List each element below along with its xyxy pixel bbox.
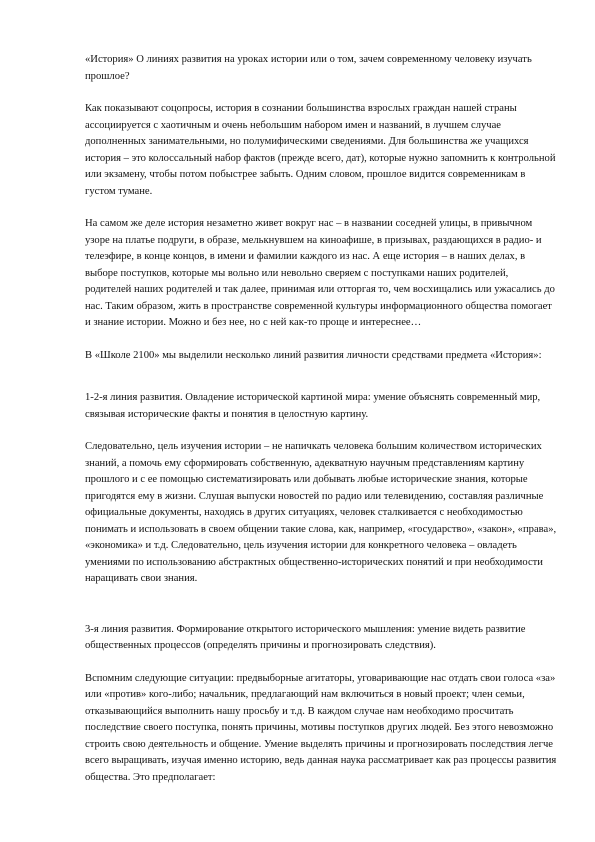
paragraph-goal-of-study: Следовательно, цель изучения истории – не напичкать человека большим количеством исторических знаний, а помочь ему сформировать собственную, адекватную научным представлениям картину прошлого и с ее помощью систематизировать или добывать любые исторические знания, которые пригодятся ему в жизни. Слушая выпуски новостей по радио или телевидению, составляя различные официальные документы, находясь в других ситуациях, человек сталкивается с необходимостью понимать и использовать в своем общении такие слова, как, например, «государство», «закон», «права», «экономика» и т.д. Следовательно, цель изучения истории для конкретного человека – овладеть умениями по использованию абстрактных общественно-исторических понятий и при необходимости наращивать свои знания. xyxy=(85,441,557,584)
document-body xyxy=(85,52,557,786)
spacer xyxy=(85,588,557,622)
paragraph-intro: Как показывают соцопросы, история в сознании большинства взрослых граждан нашей страны ассоциируется с хаотичным и очень небольшим набором имен и названий, в лучшем случае дополненных занимательными, но полумифическими сведениями. Для большинства же учащихся история – это колоссальный набор фактов (прежде всего, дат), которые нужно запомнить к контрольной или экзамену, чтобы потом побыстрее забыть. Одним словом, прошлое видится современникам в густом тумане. xyxy=(85,103,556,197)
spacer xyxy=(85,332,557,348)
paragraph-line-3: 3-я линия развития. Формирование открытого исторического мышления: умение видеть развитие общественных процессов (определять причины и прогнозировать следствия). xyxy=(85,623,526,651)
document-title: «История» О линиях развития на уроках истории или о том, зачем современному человеку изучать прошлое? xyxy=(85,54,532,82)
spacer xyxy=(85,85,557,101)
spacer xyxy=(85,364,557,390)
paragraph-school-2100: В «Школе 2100» мы выделили несколько линий развития личности средствами предмета «История»: xyxy=(85,349,542,361)
paragraph-history-around-us: На самом же деле история незаметно живет вокруг нас – в названии соседней улицы, в привычном узоре на платье подруги, в образе, мелькнувшем на кинoафише, в призывах, раздающихся в радио- и телеэфире, в конце концов, в имени и фамилии каждого из нас. А еще история – в наших делах, в выборе поступков, которые мы вольно или невольно сверяем с поступками наших родителей, родителей наших родителей и так далее, принимая или отторгая то, чем восхищались или ужасались до нас. Таким образом, жить в пространстве современной культуры информационного общества помогает и знание истории. Можно и без нее, но с ней как-то проще и интереснее… xyxy=(85,218,555,328)
spacer xyxy=(85,200,557,216)
paragraph-line-1-2: 1-2-я линия развития. Овладение исторической картиной мира: умение объяснять современный мир, связывая исторические факты и понятия в целостную картину. xyxy=(85,392,541,420)
spacer xyxy=(85,423,557,439)
paragraph-situations: Вспомним следующие ситуации: предвыборные агитаторы, уговаривающие нас отдать свои голоса «за» или «против» кого-либо; начальник, предлагающий нам включиться в новый проект; член семьи, отказывающийся выполнить нашу просьбу и т.д. В каждом случае нам необходимо просчитать последствие своего поступка, понять причины, мотивы поступков других людей. Без этого невозможно строить свою деятельность и общение. Умение выделять причины и прогнозировать последствия легче всего выращивать, изучая именно историю, ведь данная наука рассматривает как раз процессы развития общества. Это предполагает: xyxy=(85,672,557,783)
spacer xyxy=(85,655,557,671)
